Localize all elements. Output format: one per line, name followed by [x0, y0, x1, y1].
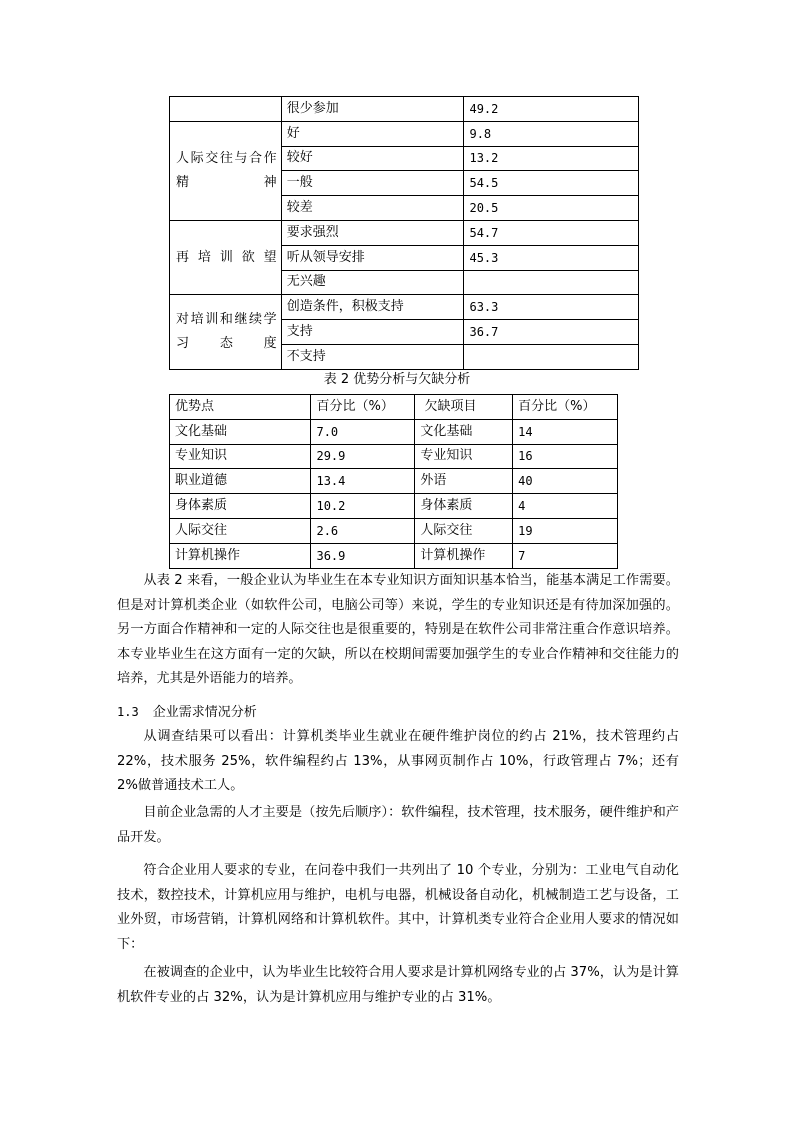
cell: 文化基础	[170, 419, 311, 444]
category-cell: 人际交往与合作精神	[170, 121, 282, 220]
value-cell: 54.5	[464, 171, 639, 196]
value-cell: 49.2	[464, 97, 639, 122]
item-cell: 较好	[281, 146, 464, 171]
cell: 7.0	[311, 419, 415, 444]
item-cell: 支持	[281, 320, 464, 345]
body-paragraph: 符合企业用人要求的专业，在问卷中我们一共列出了 10 个专业，分别为：工业电气自动化技术，数控技术，计算机应用与维护，电机与电器，机械设备自动化，机械制造工艺与设备，工业外贸，市场营销，计算机网络和计算机软件。其中，计算机类专业符合企业用人要求的情况如下：	[117, 863, 679, 952]
cell: 16	[513, 444, 618, 469]
analysis-paragraph: 从表 2 来看，一般企业认为毕业生在本专业知识方面知识基本恰当，能基本满足工作需要。但是对计算机类企业（如软件公司，电脑公司等）来说，学生的专业知识还是有待加深加强的。另一方面合作精神和一定的人际交往也是很重要的，特别是在软件公司非常注重合作意识培养。本专业毕业生在这方面有一定的欠缺，所以在校期间需要加强学生的专业合作精神和交往能力的培养，尤其是外语能力的培养。	[117, 573, 679, 686]
item-cell: 很少参加	[281, 97, 464, 122]
table-caption: 表 2 优势分析与欠缺分析	[323, 372, 471, 387]
value-cell	[464, 344, 639, 369]
table-row	[170, 518, 618, 543]
cell: 2.6	[311, 518, 415, 543]
item-cell: 一般	[281, 171, 464, 196]
table-row	[170, 419, 618, 444]
item-cell: 较差	[281, 196, 464, 221]
cell: 身体素质	[415, 494, 513, 519]
body-paragraph: 在被调查的企业中，认为毕业生比较符合用人要求是计算机网络专业的占 37%，认为是计算机软件专业的占 32%，认为是计算机应用与维护专业的占 31%。	[117, 965, 679, 1005]
value-cell: 63.3	[464, 295, 639, 320]
table-row	[170, 444, 618, 469]
value-cell: 9.8	[464, 121, 639, 146]
table-row	[170, 121, 639, 146]
section-title: 企业需求情况分析	[152, 705, 257, 720]
item-cell: 好	[281, 121, 464, 146]
category-cell: 对培训和继续学习态度	[170, 295, 282, 369]
cell: 外语	[415, 469, 513, 494]
table-row	[170, 97, 639, 122]
cell: 10.2	[311, 494, 415, 519]
item-cell: 创造条件，积极支持	[281, 295, 464, 320]
value-cell: 36.7	[464, 320, 639, 345]
body-paragraph: 从调查结果可以看出：计算机类毕业生就业在硬件维护岗位的约占 21%，技术管理约占 22%，技术服务 25%，软件编程约占 13%，从事网页制作占 10%，行政管理占 7%；还有 2%做普通技术工人。	[117, 729, 679, 793]
table-row	[170, 220, 639, 245]
body-paragraph: 目前企业急需的人才主要是（按先后顺序）：软件编程，技术管理，技术服务，硬件维护和产品开发。	[117, 805, 679, 845]
value-cell: 54.7	[464, 220, 639, 245]
category-cell	[170, 97, 282, 122]
cell: 人际交往	[170, 518, 311, 543]
value-cell	[464, 270, 639, 295]
cell: 专业知识	[170, 444, 311, 469]
cell: 身体素质	[170, 494, 311, 519]
cell: 14	[513, 419, 618, 444]
table-row	[170, 543, 618, 568]
header-cell: 欠缺项目	[415, 395, 513, 420]
header-cell: 优势点	[170, 395, 311, 420]
cell: 文化基础	[415, 419, 513, 444]
header-cell: 百分比（%）	[311, 395, 415, 420]
value-cell: 20.5	[464, 196, 639, 221]
cell: 计算机操作	[415, 543, 513, 568]
table-header-row	[170, 395, 618, 420]
cell: 4	[513, 494, 618, 519]
item-cell: 不支持	[281, 344, 464, 369]
item-cell: 无兴趣	[281, 270, 464, 295]
cell: 7	[513, 543, 618, 568]
item-cell: 听从领导安排	[281, 245, 464, 270]
cell: 人际交往	[415, 518, 513, 543]
survey-table-continued	[169, 96, 639, 370]
cell: 36.9	[311, 543, 415, 568]
header-cell: 百分比（%）	[513, 395, 618, 420]
cell: 19	[513, 518, 618, 543]
cell: 专业知识	[415, 444, 513, 469]
table-row	[170, 295, 639, 320]
section-heading	[117, 700, 257, 725]
table-row	[170, 469, 618, 494]
cell: 职业道德	[170, 469, 311, 494]
category-cell: 再培训欲望	[170, 220, 282, 294]
cell: 29.9	[311, 444, 415, 469]
value-cell: 13.2	[464, 146, 639, 171]
value-cell: 45.3	[464, 245, 639, 270]
cell: 计算机操作	[170, 543, 311, 568]
cell: 13.4	[311, 469, 415, 494]
advantage-deficiency-table	[169, 394, 618, 569]
table-row	[170, 494, 618, 519]
section-number: 1.3	[117, 705, 139, 719]
cell: 40	[513, 469, 618, 494]
item-cell: 要求强烈	[281, 220, 464, 245]
